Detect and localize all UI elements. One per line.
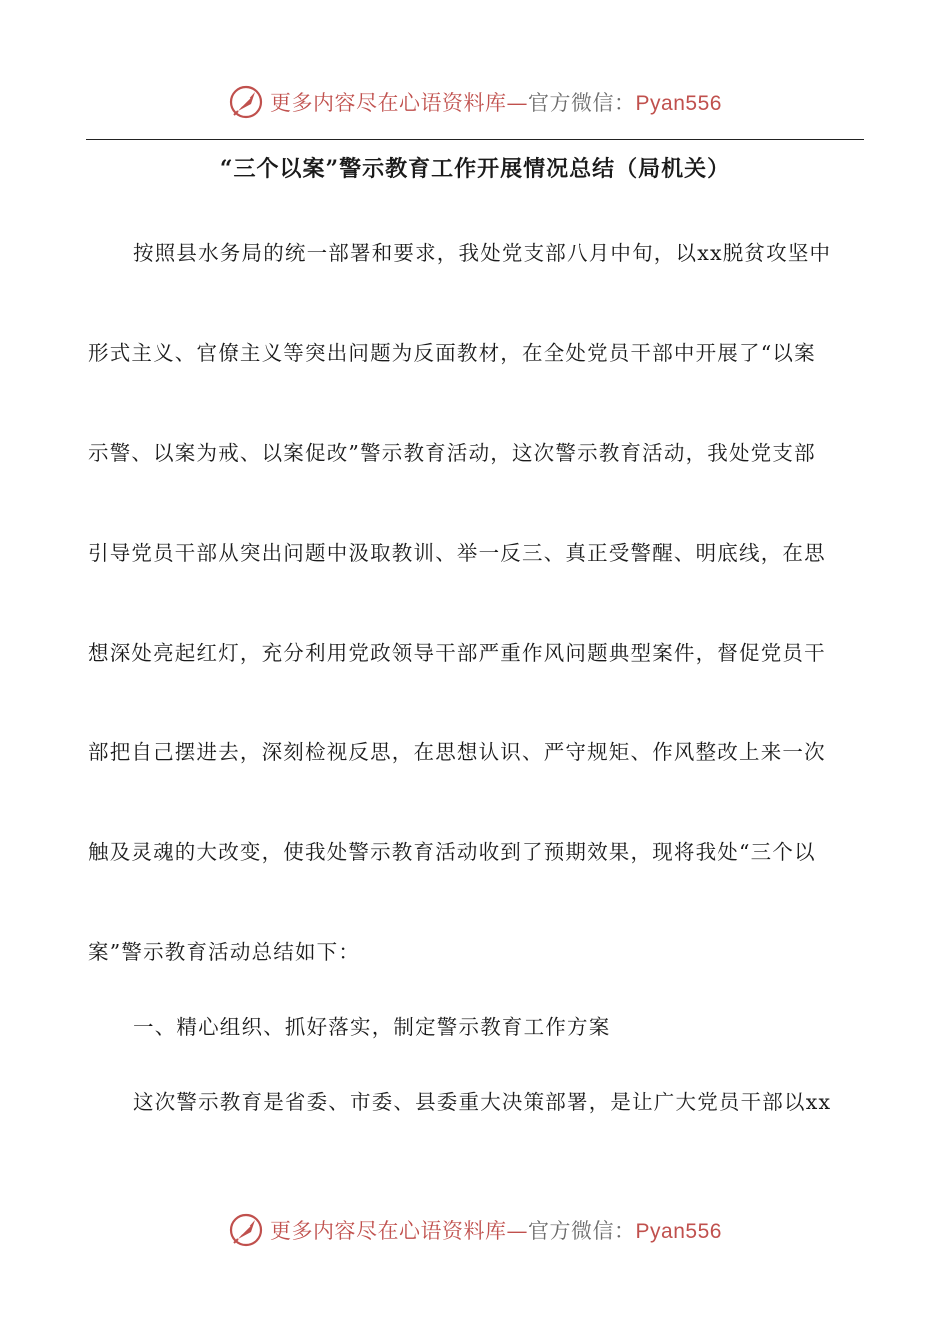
body-line: 部把自己摆进去，深刻检视反思，在思想认识、严守规矩、作风整改上来一次 — [88, 740, 826, 764]
brand-dash: — — [506, 91, 529, 115]
body-line: 这次警示教育是省委、市委、县委重大决策部署，是让广大党员干部以xx — [133, 1090, 832, 1114]
brand-header — [0, 82, 950, 122]
quill-pen-circle-icon — [228, 84, 264, 120]
brand-footer — [0, 1210, 950, 1250]
body-line: 引导党员干部从突出问题中汲取教训、举一反三、真正受警醒、明底线，在思 — [88, 541, 826, 565]
brand-dash: — — [506, 1219, 529, 1243]
brand-official-label: 官方微信： — [528, 1219, 636, 1243]
body-line: 形式主义、官僚主义等突出问题为反面教材，在全处党员干部中开展了“以案 — [88, 341, 816, 365]
brand-wechat-id: Pyan556 — [635, 1220, 722, 1243]
body-line: 按照县水务局的统一部署和要求，我处党支部八月中旬，以xx脱贫攻坚中 — [133, 241, 832, 265]
body-line: 触及灵魂的大改变，使我处警示教育活动收到了预期效果，现将我处“三个以 — [88, 840, 816, 864]
quill-pen-circle-icon — [228, 1212, 264, 1248]
brand-slogan: 更多内容尽在心语资料库 — [270, 1219, 507, 1243]
brand-wechat-id: Pyan556 — [635, 92, 722, 115]
brand-official-label: 官方微信： — [528, 91, 636, 115]
brand-text — [270, 87, 722, 117]
body-line: 示警、以案为戒、以案促改”警示教育活动，这次警示教育活动，我处党支部 — [88, 441, 816, 465]
brand-text — [270, 1215, 722, 1245]
document-title: “三个以案”警示教育工作开展情况总结（局机关） — [219, 156, 731, 182]
section-heading: 一、精心组织、抓好落实，制定警示教育工作方案 — [133, 1015, 611, 1039]
header-divider — [86, 139, 864, 140]
brand-slogan: 更多内容尽在心语资料库 — [270, 91, 507, 115]
body-line: 案”警示教育活动总结如下： — [88, 940, 361, 964]
body-line: 想深处亮起红灯，充分利用党政领导干部严重作风问题典型案件，督促党员干 — [88, 641, 826, 665]
